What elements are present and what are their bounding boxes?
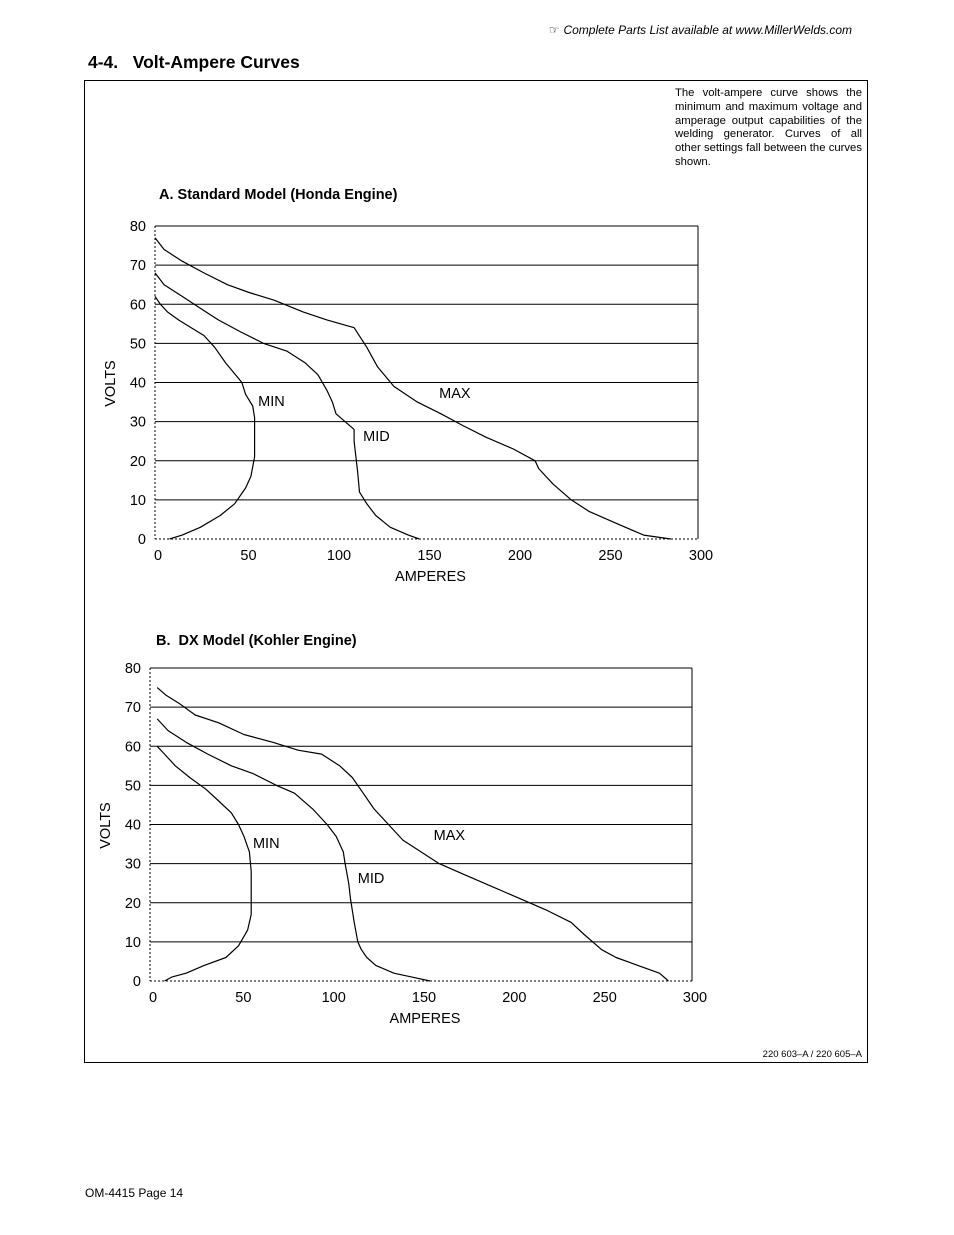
chart-b-x-tick-label: 100 <box>321 990 346 1006</box>
chart-a-y-axis-label: VOLTS <box>103 360 119 407</box>
chart-a-y-tick-label: 0 <box>137 532 146 548</box>
chart-a-x-tick-label: 200 <box>507 548 533 564</box>
chart-a-title: A. Standard Model (Honda Engine) <box>159 187 398 203</box>
chart-b-y-tick-label: 30 <box>124 856 141 873</box>
chart-a-x-tick-label: 50 <box>240 548 257 564</box>
chart-a-y-tick-label: 40 <box>129 375 146 392</box>
chart-a-x-tick-label: 250 <box>598 548 623 564</box>
chart-b-y-tick-label: 40 <box>124 817 141 834</box>
chart-a-plot <box>103 219 713 585</box>
chart-b-x-tick-label: 0 <box>148 990 158 1006</box>
chart-b-y-tick-label: 10 <box>124 934 141 951</box>
chart-b-plot <box>98 661 707 1027</box>
chart-b-y-tick-label: 20 <box>124 895 141 912</box>
chart-a-y-tick-label: 30 <box>129 414 146 431</box>
section-title: 4-4. Volt-Ampere Curves <box>88 52 300 72</box>
chart-a-x-axis-label: AMPERES <box>395 569 466 585</box>
chart-b-x-tick-label: 50 <box>235 990 252 1006</box>
chart-b-title: B. DX Model (Kohler Engine) <box>156 633 357 649</box>
chart-a-curve-label-max: MAX <box>439 386 471 403</box>
chart-a-series-max <box>155 238 671 539</box>
chart-a-curve-label-mid: MID <box>363 429 390 446</box>
chart-b-y-tick-label: 70 <box>124 700 141 717</box>
chart-b-y-tick-label: 60 <box>124 739 141 756</box>
chart-a-y-tick-label: 60 <box>129 297 146 314</box>
header-note-text: Complete Parts List available at www.MillerWelds.com <box>563 23 852 37</box>
chart-b-x-tick-label: 300 <box>682 990 708 1006</box>
chart-a-y-tick-label: 50 <box>129 336 146 353</box>
pointing-hand-icon: ☞ <box>548 23 560 37</box>
chart-b-y-axis-label: VOLTS <box>98 802 114 849</box>
chart-b-x-tick-label: 150 <box>411 990 437 1006</box>
chart-b-y-tick-label: 0 <box>132 974 141 990</box>
document-reference: 220 603–A / 220 605–A <box>762 1049 862 1060</box>
chart-a-y-tick-label: 80 <box>129 219 146 235</box>
chart-b-curve-label-max: MAX <box>433 828 466 845</box>
chart-a-x-tick-label: 150 <box>417 548 442 564</box>
chart-b-y-tick-label: 50 <box>124 778 141 795</box>
page-footer: OM-4415 Page 14 <box>85 1186 184 1200</box>
chart-b-x-tick-label: 250 <box>592 990 617 1006</box>
chart-b-curve-label-mid: MID <box>357 871 385 888</box>
chart-a-y-tick-label: 20 <box>129 453 146 470</box>
chart-a-y-tick-label: 70 <box>129 258 146 275</box>
chart-a-x-tick-label: 300 <box>688 548 714 564</box>
chart-a-y-tick-label: 10 <box>129 492 146 509</box>
description-text: The volt-ampere curve shows the minimum and maximum voltage and amperage output capabilities of the welding generator. Curves of all other settings fall between the curves shown. <box>675 87 862 168</box>
chart-a-curve-label-min: MIN <box>258 393 285 410</box>
chart-b-series-max <box>157 688 668 981</box>
chart-b-curve-label-min: MIN <box>252 835 280 852</box>
chart-b-x-axis-label: AMPERES <box>389 1011 461 1027</box>
chart-a-x-tick-label: 100 <box>326 548 352 564</box>
chart-b-x-tick-label: 200 <box>502 990 527 1006</box>
chart-a-series-min <box>155 296 255 539</box>
chart-a-series-mid <box>155 273 419 539</box>
chart-b-y-tick-label: 80 <box>124 661 141 677</box>
chart-a-x-tick-label: 0 <box>153 548 163 564</box>
